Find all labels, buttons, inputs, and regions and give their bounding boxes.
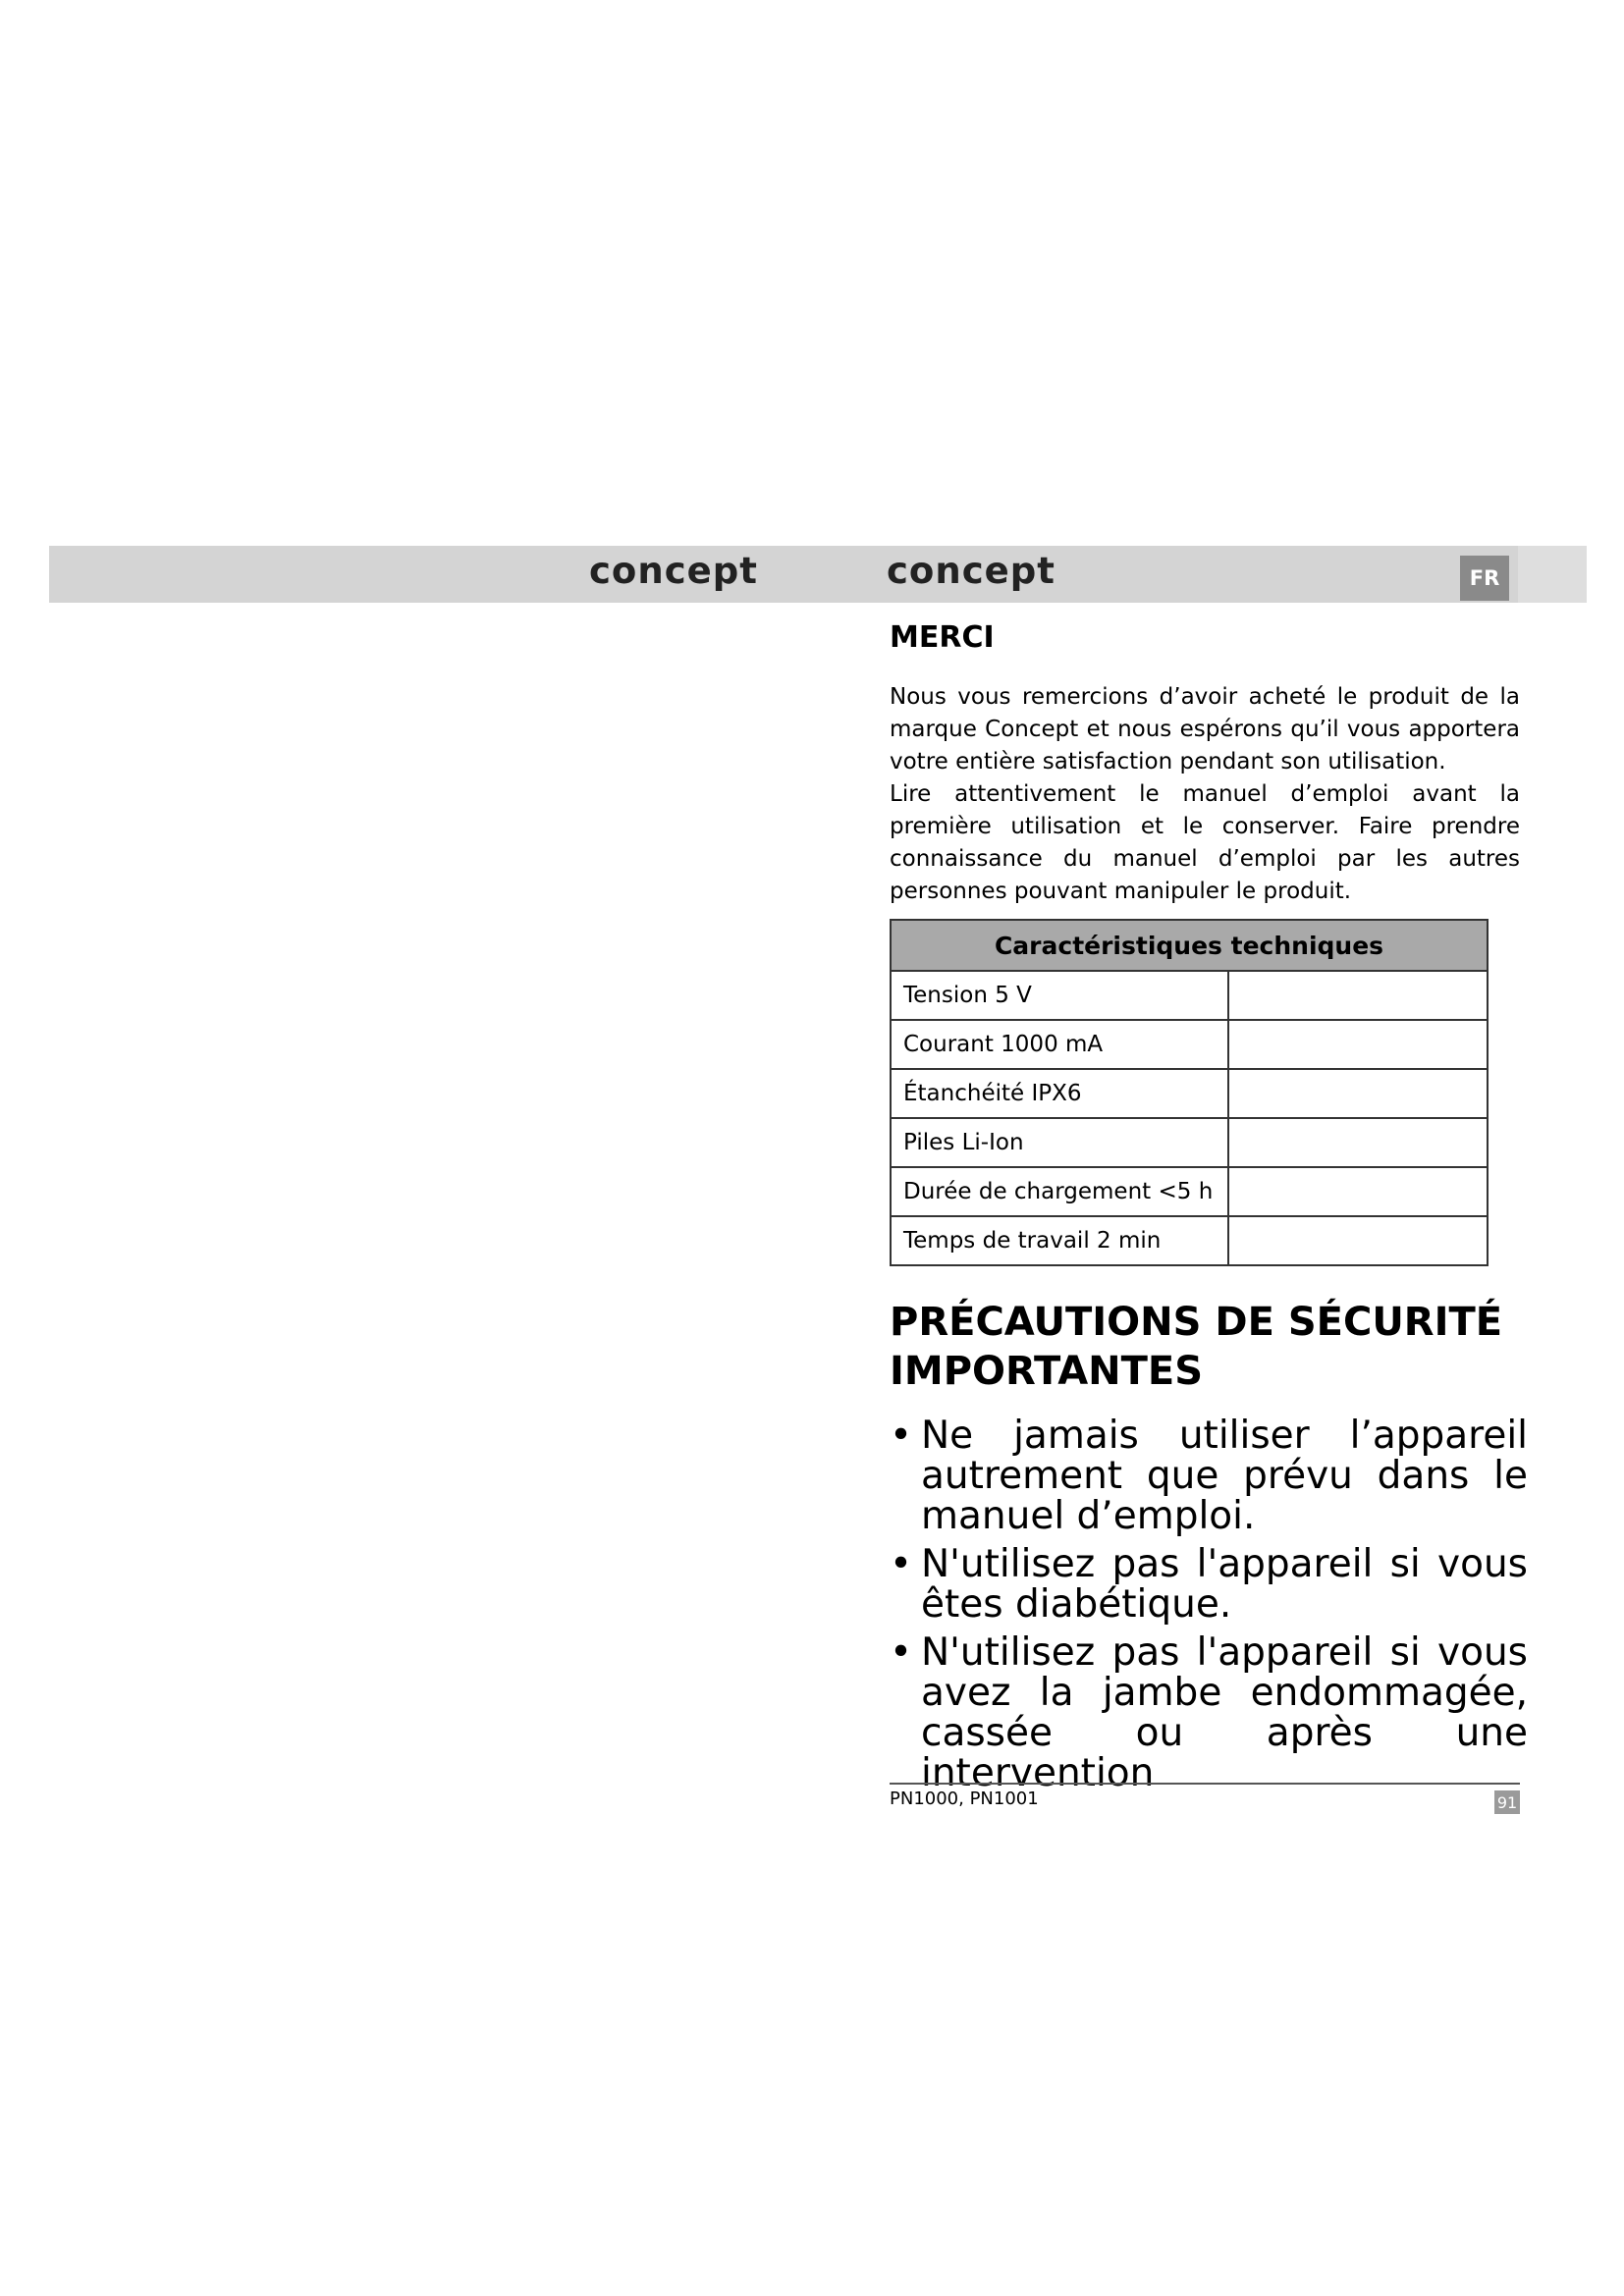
spec-value-cell xyxy=(1228,1167,1488,1216)
brand-logo-right: concept xyxy=(887,550,1056,592)
spec-value-cell xyxy=(1228,1216,1488,1265)
spec-cell: Étanchéité IPX6 xyxy=(891,1069,1228,1118)
list-item-text: Ne jamais utiliser l’appareil autrement que prévu dans le manuel d’emploi. xyxy=(921,1414,1528,1538)
list-item-text: N'utilisez pas l'appareil si vous avez la jambe endommagée, cassée ou après une intervention xyxy=(921,1630,1528,1795)
bullet-icon: • xyxy=(890,1630,913,1675)
footer-model: PN1000, PN1001 xyxy=(890,1789,1039,1809)
intro-paragraph-2: Lire attentivement le manuel d’emploi avant la première utilisation et le conserver. Faire prendre connaissance du manuel d’emploi par les autres personnes pouvant manipuler le produit. xyxy=(890,781,1520,904)
section-title-safety: PRÉCAUTIONS DE SÉCURITÉ IMPORTANTES xyxy=(890,1300,1503,1394)
section-title-merci: MERCI xyxy=(890,620,995,655)
spec-cell: Durée de chargement <5 h xyxy=(891,1167,1228,1216)
bullet-icon: • xyxy=(890,1542,913,1586)
spec-cell: Tension 5 V xyxy=(891,971,1228,1020)
spec-cell: Courant 1000 mA xyxy=(891,1020,1228,1069)
spec-cell: Piles Li-Ion xyxy=(891,1118,1228,1167)
language-badge: FR xyxy=(1460,556,1509,601)
list-item xyxy=(890,1632,1528,1793)
spec-table xyxy=(890,919,1489,1266)
list-item xyxy=(890,1544,1528,1625)
header-band xyxy=(49,546,1587,603)
spec-cell: Temps de travail 2 min xyxy=(891,1216,1228,1265)
brand-logo-left: concept xyxy=(589,550,758,592)
bullet-icon: • xyxy=(890,1414,913,1458)
table-row xyxy=(891,1167,1488,1216)
intro-paragraph-1: Nous vous remercions d’avoir acheté le produit de la marque Concept et nous espérons qu’il vous apportera votre entière satisfaction pendant son utilisation. xyxy=(890,684,1520,774)
table-row xyxy=(891,1216,1488,1265)
intro-text xyxy=(890,681,1520,908)
list-item xyxy=(890,1415,1528,1536)
spec-value-cell xyxy=(1228,1118,1488,1167)
table-row xyxy=(891,971,1488,1020)
list-item-text: N'utilisez pas l'appareil si vous êtes diabétique. xyxy=(921,1542,1528,1627)
header-end-block xyxy=(1518,546,1587,603)
table-row xyxy=(891,1118,1488,1167)
spec-table-title: Caractéristiques techniques xyxy=(891,920,1488,971)
spec-value-cell xyxy=(1228,971,1488,1020)
safety-list xyxy=(890,1415,1528,1801)
page-number: 91 xyxy=(1494,1790,1520,1814)
footer-divider xyxy=(890,1783,1520,1785)
table-row xyxy=(891,1020,1488,1069)
spec-value-cell xyxy=(1228,1069,1488,1118)
table-row xyxy=(891,1069,1488,1118)
spec-value-cell xyxy=(1228,1020,1488,1069)
